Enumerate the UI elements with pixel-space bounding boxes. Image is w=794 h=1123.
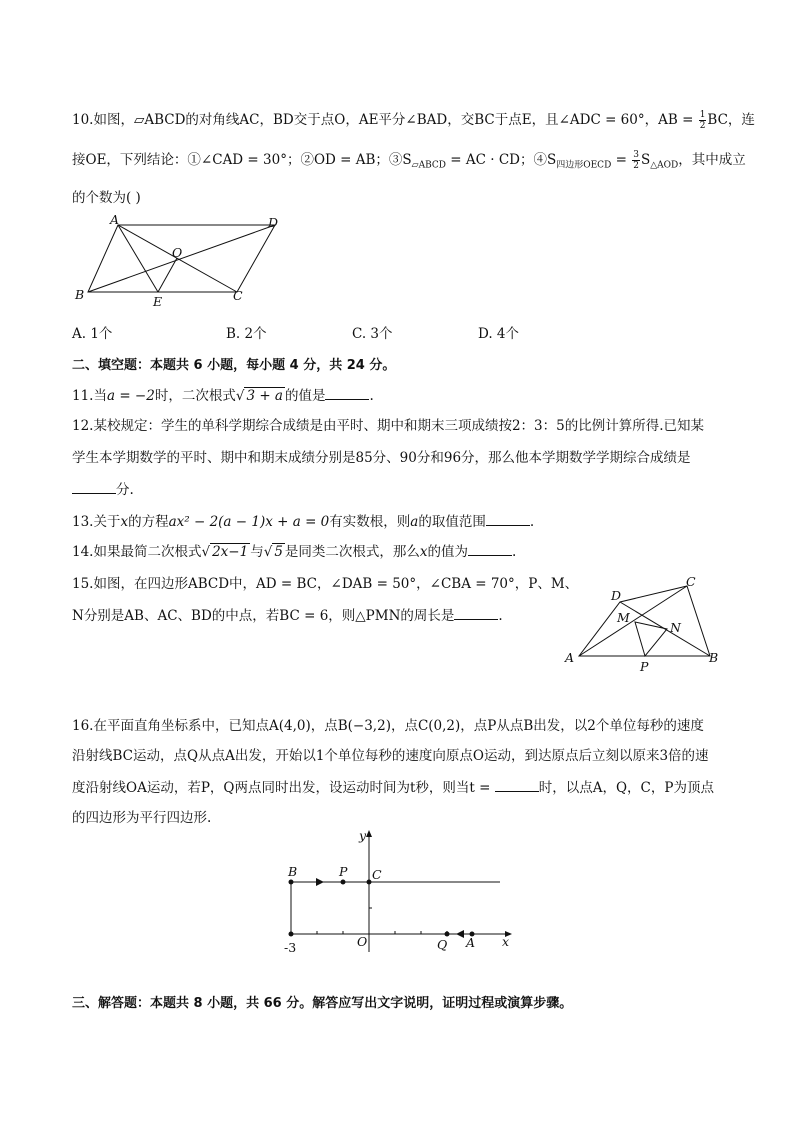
q11: 11.当a = −2时，二次根式√ 3 + a 的值是 . xyxy=(72,388,374,404)
q10-label-C: C xyxy=(233,288,243,303)
q10-frac-3-2: $\frac{3}{2}$ xyxy=(633,150,639,171)
q10-choice-c[interactable]: C. 3个 xyxy=(352,326,393,342)
q10-label-O: O xyxy=(172,245,183,260)
q10-choice-b[interactable]: B. 2个 xyxy=(226,326,267,342)
q13: 13.关于x的方程ax² − 2(a − 1)x + a = 0有实数根，则a的取值范围 . xyxy=(72,514,535,530)
q12-line1: 12.某校规定：学生的单科学期综合成绩是由平时、期中和期末三项成绩按2：3：5的比例计算所得.已知某 xyxy=(72,418,705,434)
q15-line1: 15.如图，在四边形ABCD中，AD = BC，∠DAB = 50°，∠CBA = 70°，P、M、 xyxy=(72,576,579,592)
q12-answer-blank[interactable] xyxy=(72,481,116,494)
q10-label-A: A xyxy=(110,212,120,227)
q16-label-P: P xyxy=(339,864,348,879)
q16-answer-blank[interactable] xyxy=(495,779,539,792)
q15-label-A: A xyxy=(565,650,575,665)
q10-label-D: D xyxy=(268,215,279,230)
q15-label-C: C xyxy=(686,574,696,589)
q15-label-N: N xyxy=(670,620,681,635)
q16-label-O: O xyxy=(357,934,368,949)
q16-line2: 沿射线BC运动，点Q从点A出发，开始以1个单位每秒的速度向原点O运动，到达原点后立刻以原来3倍的速 xyxy=(72,748,709,764)
q10-choice-a[interactable]: A. 1个 xyxy=(72,326,113,342)
q13-answer-blank[interactable] xyxy=(486,513,530,526)
q10-line1: 10.如图，▱ABCD的对角线AC，BD交于点O，AE平分∠BAD，交BC于点E，且∠ADC = 60°，AB = $\frac{1}{2}$ BC，连 xyxy=(72,110,755,131)
q15-label-D: D xyxy=(611,588,622,603)
q16-label-C: C xyxy=(372,867,382,882)
q15-quadrilateral-figure xyxy=(555,572,735,677)
q15-label-P: P xyxy=(640,659,649,674)
q16-coordinate-figure xyxy=(280,828,520,958)
q15-answer-blank[interactable] xyxy=(454,607,498,620)
q14-answer-blank[interactable] xyxy=(468,543,512,556)
q15-label-M: M xyxy=(617,610,630,625)
q16-line4: 的四边形为平行四边形. xyxy=(72,810,212,826)
section2-heading: 二、填空题：本题共 6 小题，每小题 4 分，共 24 分。 xyxy=(72,358,396,373)
q14: 14.如果最简二次根式√ 2x−1 与√ 5 是同类二次根式，那么x的值为 . xyxy=(72,544,517,560)
q16-line3: 度沿射线OA运动，若P，Q两点同时出发，设运动时间为t秒，则当t = 时，以点A，Q，C，P为顶点 xyxy=(72,780,714,796)
q16-label-y: y xyxy=(359,828,367,843)
q11-answer-blank[interactable] xyxy=(325,387,369,400)
q15-label-B: B xyxy=(709,650,719,665)
q10-label-E: E xyxy=(153,294,163,309)
q10-label-B: B xyxy=(75,287,85,302)
section3-heading: 三、解答题：本题共 8 小题，共 66 分。解答应写出文字说明，证明过程或演算步骤。 xyxy=(72,996,573,1011)
q10-line2: 接OE，下列结论：①∠CAD = 30°；②OD = AB；$③S_{▱ABCD}$ = AC · CD；$④S_{四边形OECD}$ = $\frac{3}{2}$ $S_{\triangle AOD}$，其中成立 xyxy=(72,150,746,171)
q12-line3: 分. xyxy=(72,478,134,498)
q10-frac-1-2: $\frac{1}{2}$ xyxy=(699,110,706,131)
q10-parallelogram-figure xyxy=(70,212,290,312)
q16-label-A: A xyxy=(466,935,476,950)
q15-line2: N分别是AB、AC、BD的中点，若BC = 6，则△PMN的周长是 . xyxy=(72,608,503,624)
q10-choice-d[interactable]: D. 4个 xyxy=(478,326,520,342)
q16-line1: 16.在平面直角坐标系中，已知点A(4,0)，点B(−3,2)，点C(0,2)，点P从点B出发，以2个单位每秒的速度 xyxy=(72,718,704,734)
q16-label-B: B xyxy=(288,864,298,879)
q16-label-Q: Q xyxy=(437,937,448,952)
q16-label-neg3: -3 xyxy=(284,940,297,955)
q16-label-x: x xyxy=(502,934,510,949)
q10-line3: 的个数为( ) xyxy=(72,190,141,206)
q12-line2: 学生本学期数学的平时、期中和期末成绩分别是85分、90分和96分，那么他本学期数学学期综合成绩是 xyxy=(72,450,691,466)
